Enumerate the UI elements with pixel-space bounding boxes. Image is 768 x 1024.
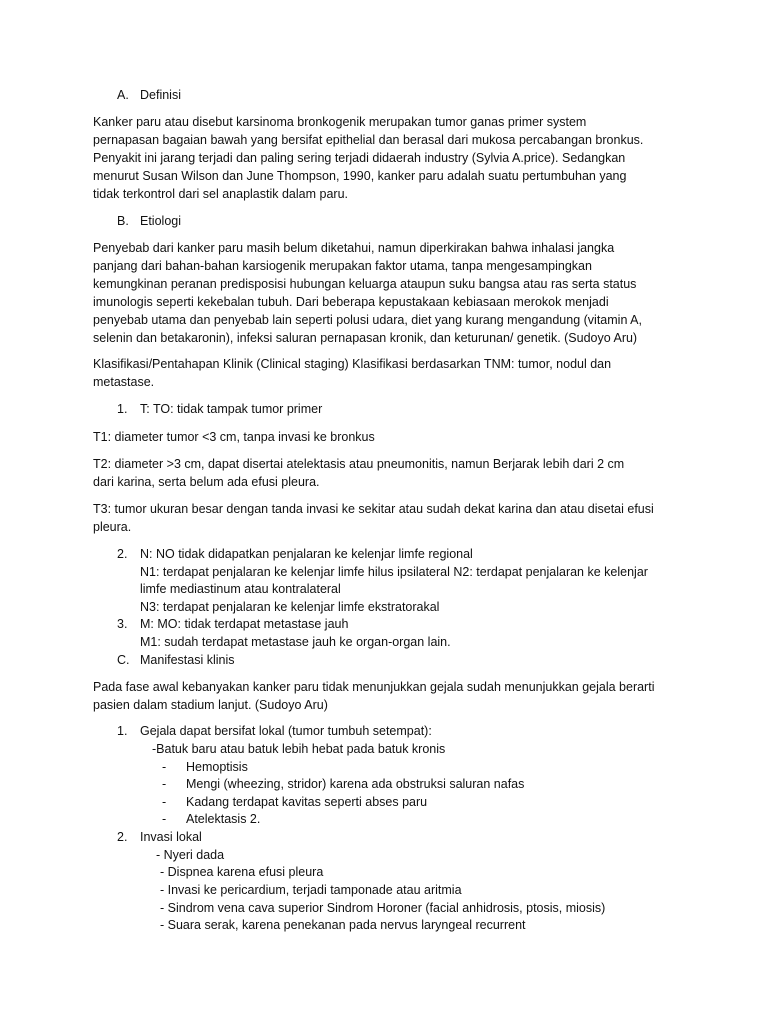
bullet-text: Kadang terdapat kavitas seperti abses paru [186, 795, 428, 809]
t1-line: T1: diameter tumor <3 cm, tanpa invasi ke bronkus [93, 430, 375, 444]
bullet-dash: - [162, 795, 167, 809]
klasifikasi-item3-text: M1: sudah terdapat metastase jauh ke organ-organ lain. [140, 635, 451, 649]
section-a-line: pernapasan bagaian bawah yang bersifat epithelial dan berasal dari mukosa percabangan bronkus. [93, 133, 644, 147]
section-a-line: Penyakit ini jarang terjadi dan paling sering terjadi didaerah industry (Sylvia A.price). Sedangkan [93, 151, 626, 165]
klasifikasi-item2-marker: 2. [117, 547, 128, 561]
bullet-text: Atelektasis 2. [186, 812, 261, 826]
section-c-line: pasien dalam stadium lanjut. (Sudoyo Aru) [93, 698, 328, 712]
bullet-text: Hemoptisis [186, 760, 248, 774]
invasi-sub-line: - Nyeri dada [156, 848, 225, 862]
klasifikasi-item3-marker: 3. [117, 617, 128, 631]
invasi-sub-line: - Suara serak, karena penekanan pada nervus laryngeal recurrent [160, 918, 526, 932]
section-b-heading: Etiologi [140, 214, 181, 228]
section-a-heading: Definisi [140, 88, 181, 102]
bullet-dash: - [162, 760, 167, 774]
section-b-line: selenin dan betakaronin), infeksi saluran pernapasan kronik, dan keturunan/ genetik. (Sudoyo Aru) [93, 331, 638, 345]
section-c-line: Pada fase awal kebanyakan kanker paru tidak menunjukkan gejala sudah menunjukkan gejala berarti [93, 680, 655, 694]
section-a-line: menurut Susan Wilson dan June Thompson, 1990, kanker paru adalah suatu pertumbuhan yang [93, 169, 627, 183]
section-b-marker: B. [117, 214, 129, 228]
klasifikasi-item2-text: N3: terdapat penjalaran ke kelenjar limfe ekstratorakal [140, 600, 440, 614]
section-b-line: Penyebab dari kanker paru masih belum diketahui, namun diperkirakan bahwa inhalasi jangka [93, 241, 615, 255]
t3-line: T3: tumor ukuran besar dengan tanda invasi ke sekitar atau sudah dekat karina dan atau disetai efusi [93, 502, 654, 516]
klasifikasi-item3-text: M: MO: tidak terdapat metastase jauh [140, 617, 349, 631]
section-b-line: penyebab utama dan penyebab lain seperti polusi udara, diet yang kurang mengandung (vitamin A, [93, 313, 642, 327]
klasifikasi-item1-text: T: TO: tidak tampak tumor primer [140, 402, 323, 416]
klasifikasi-intro: metastase. [93, 375, 155, 389]
invasi-sub-line: - Invasi ke pericardium, terjadi tamponade atau aritmia [160, 883, 462, 897]
section-b-line: panjang dari bahan-bahan karsiogenik merupakan faktor utama, tanpa mengesampingkan [93, 259, 592, 273]
bullet-dash: - [162, 777, 167, 791]
t3-line: pleura. [93, 520, 132, 534]
t2-line: T2: diameter >3 cm, dapat disertai atelektasis atau pneumonitis, namun Berjarak lebih dari 2 cm [93, 457, 625, 471]
klasifikasi-item1-marker: 1. [117, 402, 128, 416]
section-a-line: tidak terkontrol dari sel anaplastik dalam paru. [93, 187, 348, 201]
section-a-line: Kanker paru atau disebut karsinoma bronkogenik merupakan tumor ganas primer system [93, 115, 587, 129]
section-c-heading: Manifestasi klinis [140, 653, 235, 667]
gejala-item1-marker: 1. [117, 724, 128, 738]
bullet-text: Mengi (wheezing, stridor) karena ada obstruksi saluran nafas [186, 777, 525, 791]
section-b-line: kemungkinan peranan predisposisi hubungan keluarga ataupun suku bangsa atau ras serta status [93, 277, 637, 291]
section-b-line: imunologis seperti kekebalan tubuh. Dari beberapa kepustakaan kebiasaan merokok menjadi [93, 295, 609, 309]
bullet-dash: - [162, 812, 167, 826]
gejala-item2-marker: 2. [117, 830, 128, 844]
invasi-sub-line: - Dispnea karena efusi pleura [160, 865, 324, 879]
klasifikasi-item2-text: limfe mediastinum atau kontralateral [140, 582, 341, 596]
klasifikasi-item2-text: N: NO tidak didapatkan penjalaran ke kelenjar limfe regional [140, 547, 473, 561]
invasi-sub-line: - Sindrom vena cava superior Sindrom Horoner (facial anhidrosis, ptosis, miosis) [160, 901, 606, 915]
gejala-item1-text: Gejala dapat bersifat lokal (tumor tumbuh setempat): [140, 724, 432, 738]
gejala-item2-text: Invasi lokal [140, 830, 202, 844]
section-a-marker: A. [117, 88, 129, 102]
klasifikasi-intro: Klasifikasi/Pentahapan Klinik (Clinical staging) Klasifikasi berdasarkan TNM: tumor, nodul dan [93, 357, 612, 371]
section-c-marker: C. [117, 653, 130, 667]
klasifikasi-item2-text: N1: terdapat penjalaran ke kelenjar limfe hilus ipsilateral N2: terdapat penjalaran ke kelenjar [140, 565, 648, 579]
gejala-item1-sub: -Batuk baru atau batuk lebih hebat pada batuk kronis [152, 742, 446, 756]
t2-line: dari karina, serta belum ada efusi pleura. [93, 475, 320, 489]
